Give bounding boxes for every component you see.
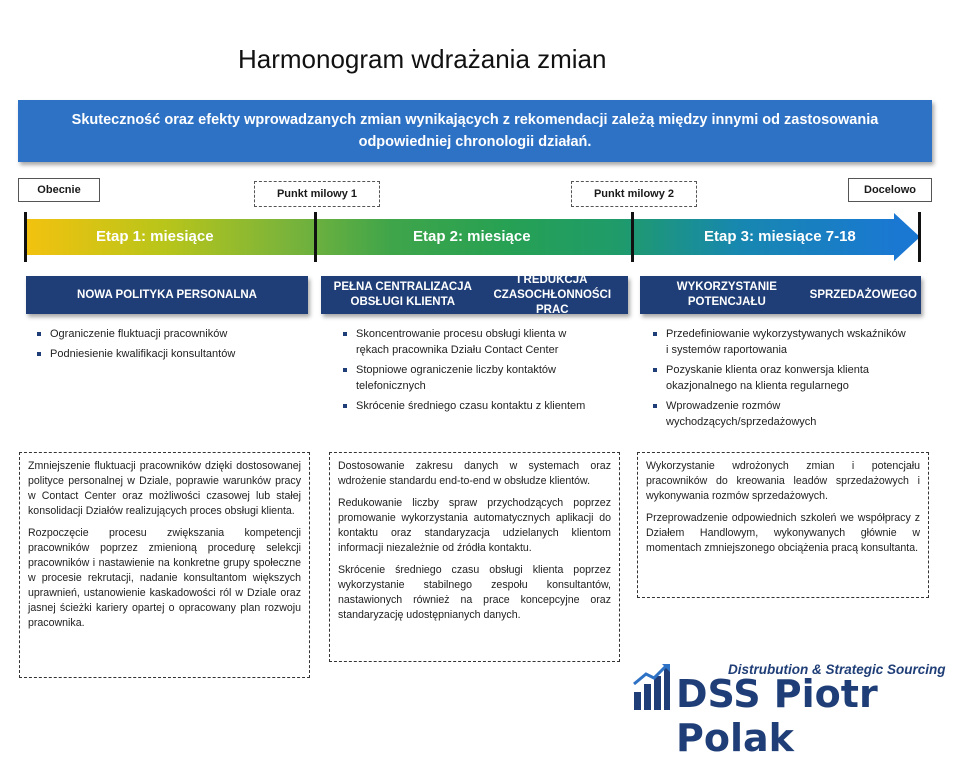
column-3-description xyxy=(637,452,929,598)
description-paragraph: Dostosowanie zakresu danych w systemach oraz wdrożenie standardu end-to-end w obsłudze klientów. xyxy=(338,460,611,487)
marker-now: Obecnie xyxy=(18,178,100,202)
marker-milestone-1: Punkt milowy 1 xyxy=(254,181,380,207)
description-paragraph: Skrócenie średniego czasu obsługi klienta poprzez wykorzystanie stabilnego zespołu konsultantów, nastawionych również na prace koncepcyjne oraz standaryzację udostępnianych danych. xyxy=(338,564,611,621)
column-2-description xyxy=(329,452,620,662)
list-item: Wprowadzenie rozmów wychodzących/sprzedażowych xyxy=(648,398,908,430)
company-logo xyxy=(632,660,954,760)
column-2-header xyxy=(321,273,628,316)
list-item: Ograniczenie fluktuacji pracowników xyxy=(32,326,312,342)
logo-tagline: Distrubution & Strategic Sourcing xyxy=(728,662,946,677)
marker-target: Docelowo xyxy=(848,178,932,202)
column-3-header-line-1: WYKORZYSTANIE POTENCJAŁU xyxy=(676,281,777,308)
column-3-header-line-2: SPRZEDAŻOWEGO xyxy=(809,288,917,301)
column-3-bullets xyxy=(648,326,908,434)
column-1-bullets xyxy=(32,326,312,366)
timeline-tick-end xyxy=(918,212,921,262)
column-2-bullets xyxy=(338,326,600,418)
timeline-tick-2 xyxy=(631,212,634,262)
timeline-tick-1 xyxy=(314,212,317,262)
description-paragraph: Zmniejszenie fluktuacji pracowników dzięki dostosowanej polityce personalnej w Dziale, poprawie warunków pracy w Contact Center oraz możliwości czasowej lub stałej konsolidacji Działów realizujących proces obsługi klienta. xyxy=(28,460,301,517)
list-item: Stopniowe ograniczenie liczby kontaktów telefonicznych xyxy=(338,362,600,394)
column-1-header xyxy=(26,276,308,314)
description-paragraph: Rozpoczęcie procesu zwiększania kompetencji pracowników poprzez zmienioną procedurę selekcji pracowników i nastawienie na konkretne grupy społeczne w procesie rekrutacji, nadanie konsultantom większych uprawnień, ustanowienie kaskadowości ról w Dziale oraz jasnej ścieżki kariery opartej o opracowany plan rozwoju pracownika. xyxy=(28,527,301,629)
timeline-tick-start xyxy=(24,212,27,262)
stage-1-label: Etap 1: miesiące xyxy=(96,228,214,245)
list-item: Skoncentrowanie procesu obsługi klienta w rękach pracownika Działu Contact Center xyxy=(338,326,600,358)
column-1-header-line: NOWA POLITYKA PERSONALNA xyxy=(77,288,257,301)
logo-name: DSS Piotr Polak xyxy=(676,672,878,760)
list-item: Podniesienie kwalifikacji konsultantów xyxy=(32,346,312,362)
list-item: Przedefiniowanie wykorzystywanych wskaźników i systemów raportowania xyxy=(648,326,908,358)
description-paragraph: Redukowanie liczby spraw przychodzących poprzez promowanie wykorzystania automatycznych aplikacji do kontaktu oraz standaryzacja udzielanych klientom informacji niezależnie od źródła kontaktu. xyxy=(338,497,611,554)
list-item: Pozyskanie klienta oraz konwersja klienta okazjonalnego na klienta regularnego xyxy=(648,362,908,394)
page-title: Harmonogram wdrażania zmian xyxy=(238,44,607,74)
list-item: Skrócenie średniego czasu kontaktu z klientem xyxy=(338,398,600,414)
column-2-header-line-1: PEŁNA CENTRALIZACJA OBSŁUGI KLIENTA xyxy=(333,281,472,308)
intro-banner: Skuteczność oraz efekty wprowadzanych zmian wynikających z rekomendacji zależą między innymi od zastosowania odpowiedniej chronologii działań. xyxy=(18,100,932,162)
timeline-arrowhead xyxy=(894,213,920,261)
stage-2-label: Etap 2: miesiące xyxy=(413,228,531,245)
bar-chart-arrow-icon xyxy=(632,662,672,712)
description-paragraph: Wykorzystanie wdrożonych zmian i potencjału pracowników do kreowania leadów sprzedażowych i wykonywania rozmów sprzedażowych. xyxy=(646,460,920,502)
description-paragraph: Przeprowadzenie odpowiednich szkoleń we współpracy z Działem Handlowym, wykonywanych głównie w momentach zmniejszonego obciążenia pracą konsultanta. xyxy=(646,512,920,554)
column-1-description xyxy=(19,452,310,678)
stage-3-label: Etap 3: miesiące 7-18 xyxy=(704,228,856,245)
column-3-header xyxy=(640,276,921,314)
marker-milestone-2: Punkt milowy 2 xyxy=(571,181,697,207)
column-2-header-line-2: I REDUKCJA CZASOCHŁONNOŚCI PRAC xyxy=(493,273,612,316)
